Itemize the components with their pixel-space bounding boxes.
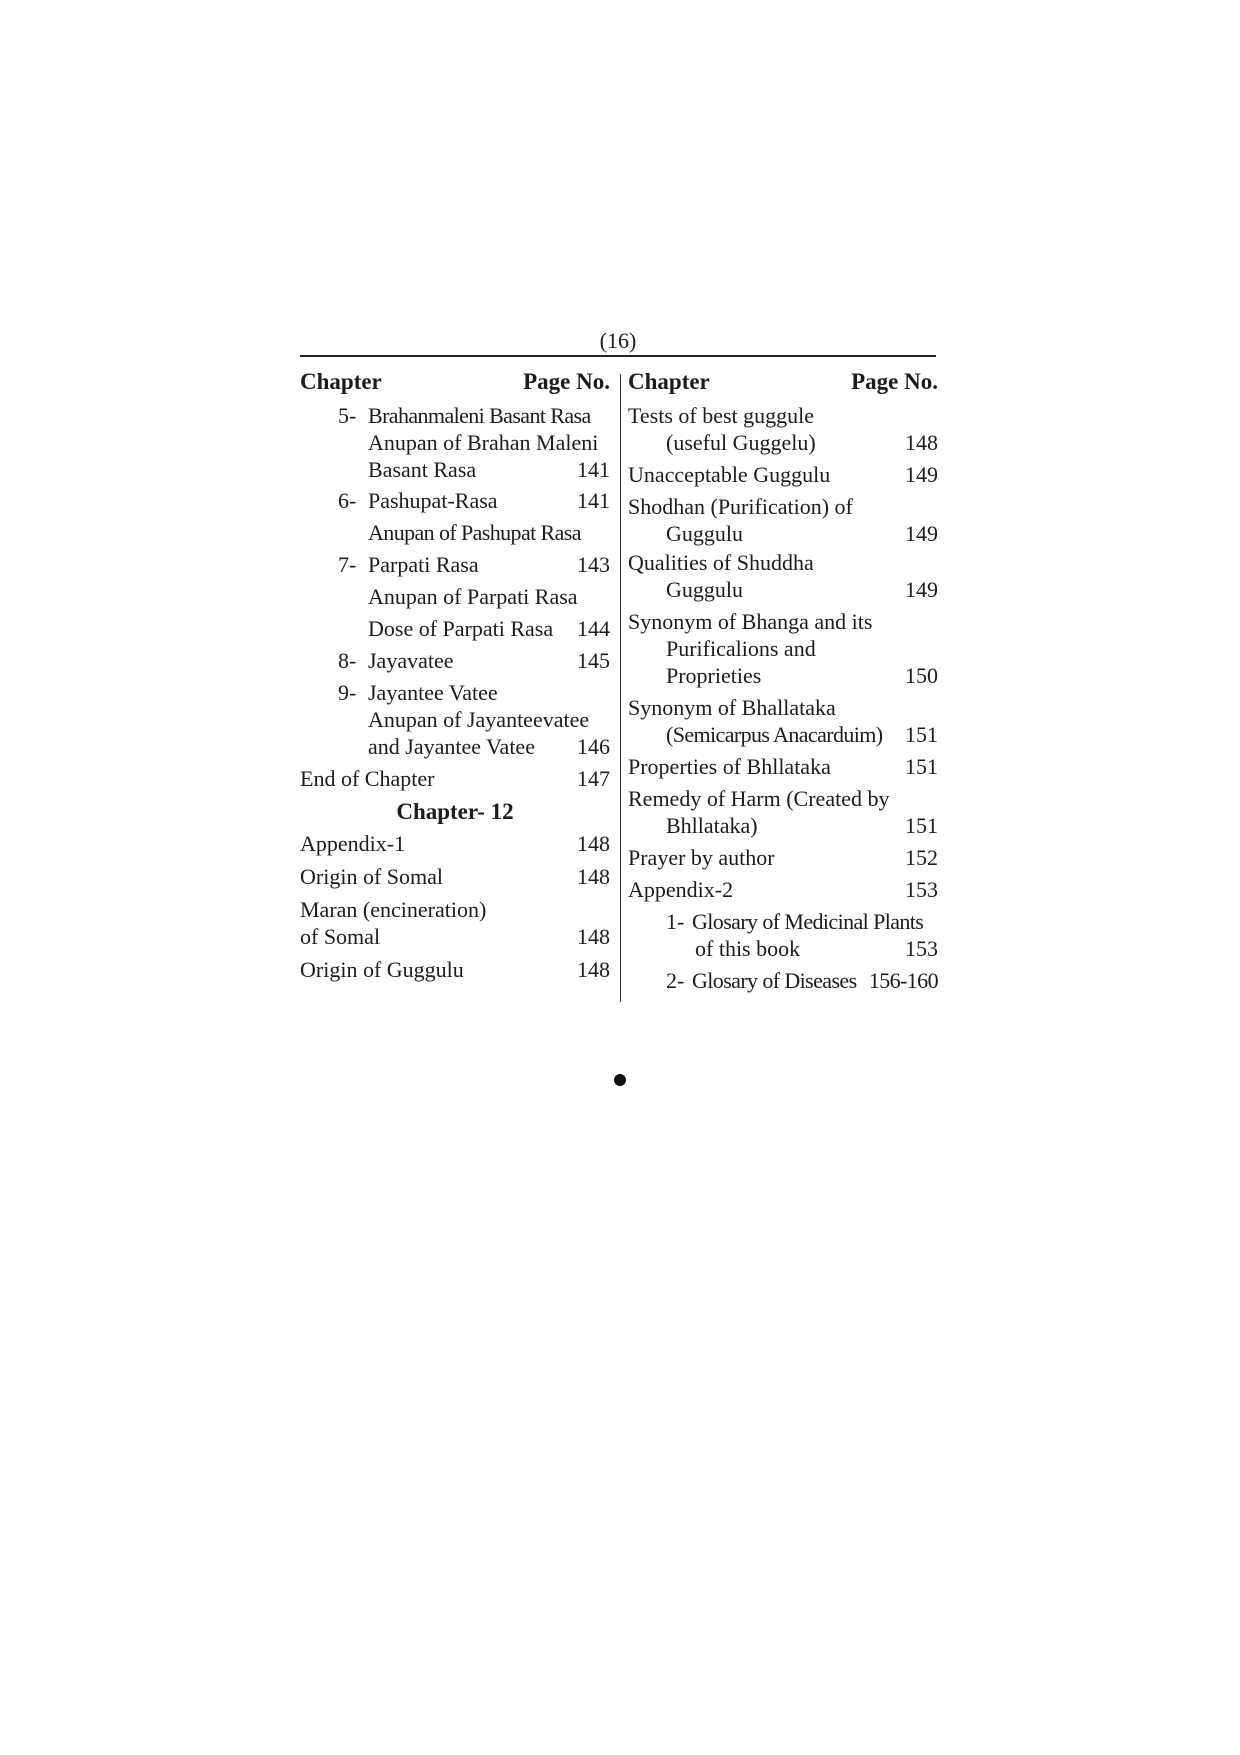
chapter-heading: Chapter [628, 369, 710, 394]
entry-page: 145 [577, 648, 610, 673]
entry-number: 7- [338, 552, 357, 577]
toc-entry [300, 765, 610, 792]
toc-entry [300, 679, 610, 760]
entry-page: 156-160 [868, 968, 938, 993]
toc-entry [300, 487, 610, 514]
entry-line: Glosary of Medicinal Plants [692, 909, 924, 934]
entry-line: Basant Rasa [368, 457, 477, 482]
entry-number: 2- [666, 968, 685, 993]
page-no-heading: Page No. [851, 369, 938, 394]
entry-page: 149 [905, 462, 938, 487]
entry-line: Purificalions and [666, 636, 816, 661]
toc-column-left [300, 366, 610, 983]
entry-number: 6- [338, 488, 357, 513]
entry-page: 141 [577, 457, 610, 482]
entry-line: Glosary of Diseases [692, 968, 857, 993]
entry-line: Anupan of Pashupat Rasa [368, 520, 581, 545]
entry-line: Origin of Guggulu [300, 957, 464, 982]
end-bullet [614, 1074, 626, 1086]
toc-entry [628, 608, 938, 689]
toc-entry [628, 908, 938, 962]
entry-line: Synonym of Bhallataka [628, 695, 836, 720]
entry-page: 148 [577, 831, 610, 856]
entry-line: Bhllataka) [666, 813, 758, 838]
entry-page: 148 [905, 430, 938, 455]
toc-entry [628, 461, 938, 488]
column-header [300, 366, 610, 402]
entry-page: 152 [905, 845, 938, 870]
entry-line: and Jayantee Vatee [368, 734, 535, 759]
entry-page: 151 [905, 754, 938, 779]
entry-line: Shodhan (Purification) of [628, 494, 853, 519]
entry-line: Proprieties [666, 663, 762, 688]
toc-entry [300, 647, 610, 674]
toc-entry [300, 551, 610, 578]
entry-line: Remedy of Harm (Created by [628, 786, 890, 811]
entry-line: Synonym of Bhanga and its [628, 609, 873, 634]
page-number: (16) [599, 328, 637, 353]
toc-entry [628, 493, 938, 547]
entry-page: 147 [577, 766, 610, 791]
entry-number: 5- [338, 403, 357, 428]
entry-page: 151 [905, 813, 938, 838]
toc-entry [628, 967, 938, 994]
entry-line: (useful Guggelu) [666, 430, 816, 455]
toc-entry [300, 863, 610, 890]
entry-line: (Semicarpus Anacarduim) [666, 722, 883, 747]
entry-page: 143 [577, 552, 610, 577]
entry-number: 1- [666, 909, 685, 934]
entry-line: Guggulu [666, 521, 743, 546]
toc-entry [628, 402, 938, 456]
toc-entry [628, 694, 938, 748]
column-divider [620, 374, 621, 1002]
entry-line: Appendix-2 [628, 877, 734, 902]
toc-entry [300, 956, 610, 983]
entry-line: Pashupat-Rasa [368, 488, 498, 513]
toc-entry [300, 402, 610, 483]
entry-line: Anupan of Parpati Rasa [368, 584, 578, 609]
entry-page: 148 [577, 957, 610, 982]
entry-line: Dose of Parpati Rasa [368, 616, 554, 641]
toc-entry [628, 844, 938, 871]
column-header [628, 366, 938, 402]
entry-page: 150 [905, 663, 938, 688]
entry-line: Parpati Rasa [368, 552, 479, 577]
toc-entry [300, 583, 610, 610]
entry-number: 8- [338, 648, 357, 673]
entry-number: 9- [338, 680, 357, 705]
toc-entry [300, 830, 610, 857]
entry-line: Prayer by author [628, 845, 775, 870]
entry-line: Qualities of Shuddha [628, 550, 814, 575]
entry-line: Properties of Bhllataka [628, 754, 831, 779]
entry-line: Unacceptable Guggulu [628, 462, 831, 487]
top-rule [300, 355, 936, 357]
toc-entry [628, 876, 938, 903]
entry-page: 144 [577, 616, 610, 641]
entry-line: End of Chapter [300, 766, 435, 791]
entry-line: Guggulu [666, 577, 743, 602]
entry-line: of this book [695, 936, 801, 961]
entry-page: 148 [577, 924, 610, 949]
entry-page: 148 [577, 864, 610, 889]
entry-page: 149 [905, 521, 938, 546]
toc-entry [628, 753, 938, 780]
page-no-heading: Page No. [523, 369, 610, 394]
entry-line: Origin of Somal [300, 864, 443, 889]
toc-entry [300, 615, 610, 642]
entry-line: Appendix-1 [300, 831, 406, 856]
entry-line: Anupan of Brahan Maleni [368, 430, 599, 455]
entry-page: 151 [905, 722, 938, 747]
toc-entry [628, 785, 938, 839]
entry-line: Jayantee Vatee [368, 680, 498, 705]
entry-page: 149 [905, 577, 938, 602]
toc-entry [628, 549, 938, 603]
toc-column-right [628, 366, 938, 994]
entry-page: 141 [577, 488, 610, 513]
entry-page: 146 [577, 734, 610, 759]
toc-entry [300, 896, 610, 950]
section-heading: Chapter- 12 [396, 799, 514, 824]
entry-line: Maran (encineration) [300, 897, 487, 922]
chapter-heading: Chapter [300, 369, 382, 394]
entry-page: 153 [905, 936, 938, 961]
entry-page: 153 [905, 877, 938, 902]
entry-line: Tests of best guggule [628, 403, 815, 428]
entry-line: of Somal [300, 924, 381, 949]
entry-line: Brahanmaleni Basant Rasa [368, 403, 591, 428]
entry-line: Anupan of Jayanteevatee [368, 707, 590, 732]
entry-line: Jayavatee [368, 648, 454, 673]
toc-entry [300, 519, 610, 546]
